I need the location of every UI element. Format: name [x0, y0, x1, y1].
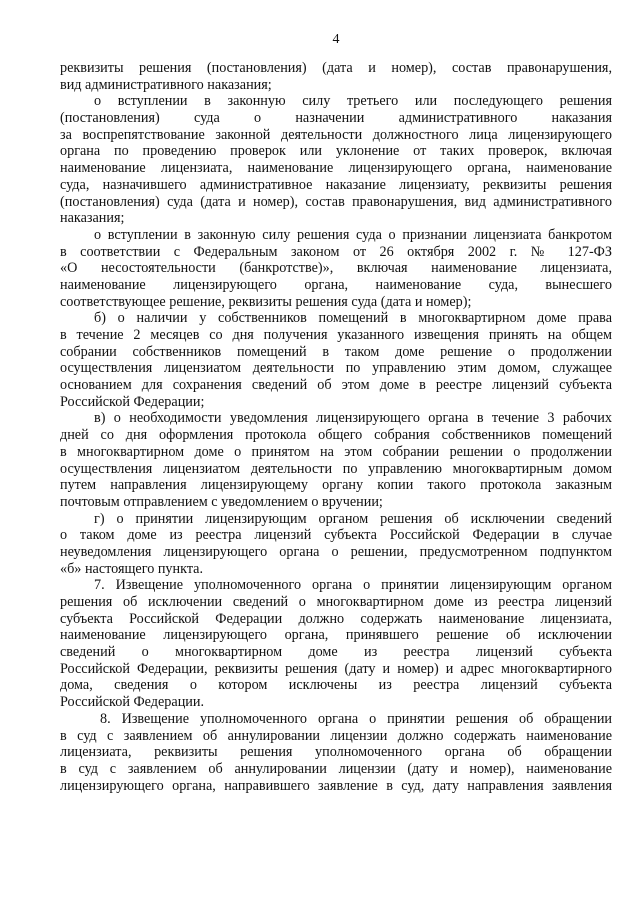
text-line: 7. Извещение уполномоченного органа о принятии лицензирующим органом: [94, 577, 612, 594]
text-line: в суд с заявлением об аннулировании лицензии (дату и номер), наименование: [60, 760, 612, 777]
text-line: путем направления лицензирующему органу копии такого протокола заказным: [60, 477, 612, 494]
paragraph: [60, 577, 612, 711]
text-line: «б» настоящего пункта.: [60, 560, 204, 577]
text-line: наименование лицензирующего органа, наименование суда, вынесшего: [60, 276, 612, 293]
text-line: осуществления лицензиатом деятельности по управлению многоквартирным домом: [60, 460, 612, 477]
text-line: в) о необходимости уведомления лицензирующего органа в течение 3 рабочих: [94, 410, 612, 427]
paragraph: [60, 93, 612, 227]
text-line: лицензиата, реквизиты решения уполномоченного органа об обращении: [60, 744, 612, 761]
paragraph: [60, 227, 612, 310]
text-line: о таком доме из реестра лицензий субъекта Российской Федерации в случае: [60, 527, 612, 544]
text-line: (постановления) суда (дата и номер), состав правонарушения, вид административного: [60, 193, 612, 210]
text-line: в многоквартирном доме о принятом на этом собрании решении о продолжении: [60, 443, 612, 460]
paragraph: [60, 711, 612, 794]
text-line: о вступлении в законную силу решения суда о признании лицензиата банкротом: [94, 226, 612, 243]
text-line: наименование лицензиата, наименование лицензирующего органа, наименование: [60, 160, 612, 177]
text-line: решения об исключении сведений о многоквартирном доме из реестра лицензий: [60, 594, 612, 610]
text-line: почтовым отправлением с уведомлением о вручении;: [60, 493, 383, 510]
page-number: 4: [332, 32, 340, 47]
text-line: г) о принятии лицензирующим органом решения об исключении сведений: [94, 510, 612, 527]
text-line: лицензирующего органа, направившего заявление в суд, дату направления заявления: [60, 777, 612, 794]
text-line: реквизиты решения (постановления) (дата и номер), состав правонарушения,: [60, 60, 612, 76]
text-line: субъекта Российской Федерации должно содержать наименование лицензиата,: [60, 610, 612, 627]
text-line: 8. Извещение уполномоченного органа о принятии решения об обращении: [100, 710, 612, 727]
text-line: дома, сведения о котором исключены из реестра лицензий субъекта: [60, 677, 612, 694]
text-line: в соответствии с Федеральным законом от 26 октября 2002 г. № 127-ФЗ: [60, 243, 612, 260]
paragraph: [60, 511, 612, 578]
text-line: органа по проведению проверок или уклонение от таких проверок, включая: [60, 143, 612, 160]
paragraph: [60, 310, 612, 410]
text-line: за воспрепятствование законной деятельности должностного лица лицензирующего: [60, 126, 612, 143]
text-line: наказания;: [60, 210, 125, 227]
text-line: соответствующее решение, реквизиты решения суда (дата и номер);: [60, 293, 472, 310]
text-line: в течение 2 месяцев со дня получения указанного извещения принять на общем: [60, 327, 612, 343]
text-line: (постановления) суда о назначении административного наказания: [60, 110, 612, 127]
text-line: «О несостоятельности (банкротстве)», включая наименование лицензиата,: [60, 260, 612, 277]
text-line: в суд с заявлением об аннулировании лицензии должно содержать наименование: [60, 727, 612, 744]
paragraph: [60, 60, 612, 93]
text-line: наименование лицензирующего органа, принявшего решение об исключении: [60, 627, 612, 644]
text-line: Российской Федерации;: [60, 393, 205, 410]
text-line: суда, назначившего административное наказание лицензиату, реквизиты решения: [60, 176, 612, 193]
text-line: вид административного наказания;: [60, 76, 272, 93]
paragraph: [60, 410, 612, 510]
text-line: б) о наличии у собственников помещений в многоквартирном доме права: [94, 310, 612, 327]
text-line: сведений о многоквартирном доме из реестра лицензий субъекта: [60, 644, 612, 661]
document-body: [60, 60, 612, 794]
text-line: собрании собственников помещений в таком доме решение о продолжении: [60, 343, 612, 360]
text-line: основанием для сохранения сведений об этом доме в реестре лицензий субъекта: [60, 377, 612, 394]
text-line: Российской Федерации, реквизиты решения (дату и номер) и адрес многоквартирного: [60, 660, 612, 677]
text-line: Российской Федерации.: [60, 694, 205, 711]
text-line: осуществления лицензиатом деятельности по управлению этим домом, служащее: [60, 360, 612, 377]
text-line: дней со дня оформления протокола общего собрания собственников помещений: [60, 427, 612, 444]
text-line: неуведомления лицензирующего органа о решении, предусмотренном подпунктом: [60, 543, 612, 560]
text-line: о вступлении в законную силу третьего или последующего решения: [94, 93, 612, 110]
